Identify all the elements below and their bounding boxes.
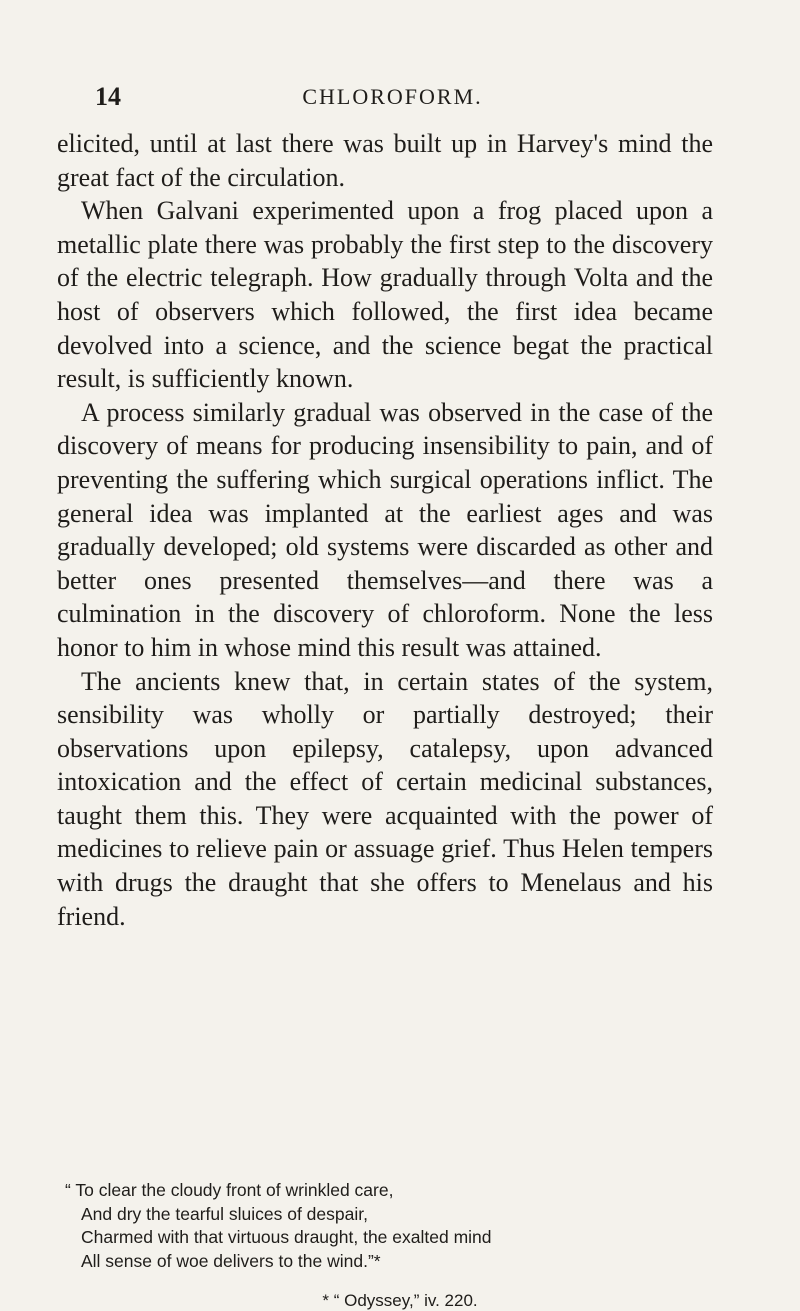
footnote: * “ Odyssey,” iv. 220. — [322, 1291, 478, 1310]
verse-line: All sense of woe delivers to the wind.”* — [81, 1250, 381, 1271]
page-number: 14 — [95, 82, 121, 111]
verse-quotation — [65, 1179, 725, 1273]
running-title: CHLOROFORM. — [302, 84, 483, 109]
verse-line: Charmed with that virtuous draught, the exalted mind — [81, 1227, 492, 1247]
paragraph-galvani: When Galvani experimented upon a frog placed upon a metallic plate there was probably the first step to the discovery of the electric telegraph. How gradually through Volta and the host of observers which followed, the first idea became devolved into a science, and the science begat the practical result, is sufficiently known. — [57, 196, 713, 394]
page-header — [95, 82, 690, 112]
verse-line: And dry the tearful sluices of despair, — [81, 1203, 368, 1224]
verse-line: “ To clear the cloudy front of wrinkled care, — [65, 1180, 394, 1200]
paragraph-ancients: The ancients knew that, in certain states of the system, sensibility was wholly or partially destroyed; their observations upon epilepsy, catalepsy, upon advanced intoxication and the effect of certain medicinal substances, taught them this. They were acquainted with the power of medicines to relieve pain or assuage grief. Thus Helen tempers with drugs the draught that she offers to Menelaus and his friend. — [57, 666, 713, 931]
body-text — [57, 127, 713, 933]
paragraph-continuation: elicited, until at last there was built up in Harvey's mind the great fact of the circulation. — [57, 129, 713, 192]
paragraph-process: A process similarly gradual was observed in the case of the discovery of means for producing insensibility to pain, and of preventing the suffering which surgical operations inflict. The general idea was implanted at the earliest ages and was gradually developed; old systems were discarded as other and better ones presented themselves—and there was a culmination in the discovery of chloroform. None the less honor to him in whose mind this result was attained. — [57, 397, 713, 662]
